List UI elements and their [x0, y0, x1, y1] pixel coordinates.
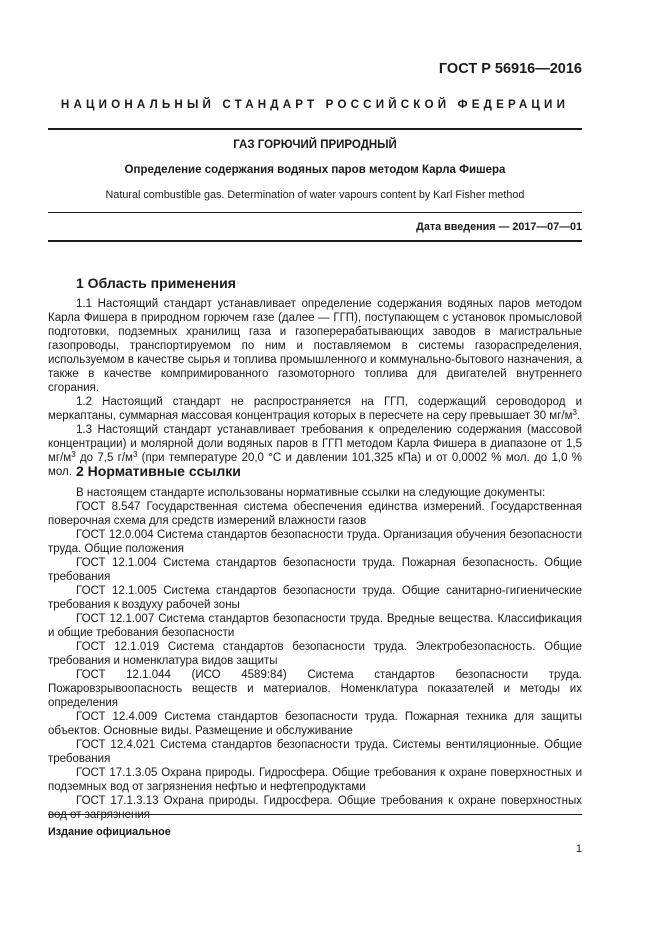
reference-item: ГОСТ 12.1.005 Система стандартов безопасности труда. Общие санитарно-гигиенические требования к воздуху рабочей зоны — [48, 585, 582, 611]
date-bottom-rule — [48, 240, 582, 242]
reference-item: ГОСТ 12.1.044 (ИСО 4589:84) Система стандартов безопасности труда. Пожаровзрывоопасность веществ и материалов. Номенклатура показателей и методы их определения — [48, 669, 582, 709]
reference-item: ГОСТ 12.1.004 Система стандартов безопасности труда. Пожарная безопасность. Общие требования — [48, 557, 582, 583]
clause-1-2-text: 1.2 Настоящий стандарт не распространяется на ГГП, содержащий сероводород и меркаптаны, суммарная массовая концентрация которых в пересчете на серу превышает 30 мг/м — [48, 396, 582, 422]
reference-item: ГОСТ 12.4.009 Система стандартов безопасности труда. Пожарная техника для защиты объектов. Основные виды. Размещение и обслуживание — [48, 711, 582, 737]
clause-1-1: 1.1 Настоящий стандарт устанавливает определение содержания водяных паров методом Карла Фишера в природном горючем газе (далее — ГГП), поступающем с установок промысловой подготовки, подземных хранилищ газа и газоперерабатывающих заводов в магистральные газопроводы, транспортируемом по ним и поставляемом в системы газораспределения, используемом в качестве сырья и топлива промышленного и коммунально-бытового назначения, а также в качестве компримированного газомоторного топлива для двигателей внутреннего сгорания. — [48, 298, 582, 394]
document-title: ГАЗ ГОРЮЧИЙ ПРИРОДНЫЙ — [233, 139, 397, 151]
reference-item: ГОСТ 12.0.004 Система стандартов безопасности труда. Организация обучения безопасности труда. Общие положения — [48, 529, 582, 555]
page-number: 1 — [575, 843, 582, 855]
footer-rule — [48, 814, 582, 815]
reference-item: ГОСТ 12.1.007 Система стандартов безопасности труда. Вредные вещества. Классификация и общие требования безопасности — [48, 613, 582, 639]
clause-1-3-part-b: до 7,5 г/м — [75, 452, 133, 464]
clause-1-3-part-c: (при температуре 20,0 °С и давлении 101,325 кПа) и от 0,0002 % мол. до 1,0 % мол. — [48, 452, 582, 478]
clause-1-3-part-a: 1.3 Настоящий стандарт устанавливает требования к определению содержания (массовой концентрации) и молярной доли водяных паров в ГГП методом Карла Фишера в диапазоне от 1,5 мг/м — [48, 424, 582, 464]
clause-1-3-superscript-2: 3 — [132, 450, 138, 459]
title-top-rule — [48, 128, 582, 130]
clause-1-2-superscript: 3 — [572, 408, 577, 417]
references-intro: В настоящем стандарте использованы нормативные ссылки на следующие документы: — [76, 487, 546, 499]
document-title-english: Natural combustible gas. Determination of water vapours content by Karl Fisher method — [105, 189, 525, 201]
clause-1-2 — [48, 395, 582, 423]
title-bottom-rule — [48, 212, 582, 213]
reference-item: ГОСТ 17.1.3.13 Охрана природы. Гидросфера. Общие требования к охране поверхностных вод от загрязнения — [48, 795, 582, 821]
date-of-introduction: Дата введения — 2017—07—01 — [416, 221, 582, 233]
gost-number: ГОСТ Р 56916—2016 — [438, 61, 582, 77]
reference-item: ГОСТ 12.1.019 Система стандартов безопасности труда. Электробезопасность. Общие требования и номенклатура видов защиты — [48, 641, 582, 667]
section-1-heading: 1 Область применения — [76, 275, 236, 291]
reference-item: ГОСТ 12.4.021 Система стандартов безопасности труда. Системы вентиляционные. Общие требования — [48, 739, 582, 765]
section-2-heading: 2 Нормативные ссылки — [76, 463, 241, 479]
section-1-body — [48, 297, 582, 479]
edition-note: Издание официальное — [48, 826, 171, 838]
national-standard-banner: НАЦИОНАЛЬНЫЙ СТАНДАРТ РОССИЙСКОЙ ФЕДЕРАЦИИ — [60, 98, 570, 111]
reference-item: ГОСТ 8.547 Государственная система обеспечения единства измерений. Государственная поверочная схема для средств измерений влажности газов — [48, 501, 582, 527]
clause-1-2-end: . — [576, 410, 581, 422]
section-2-body — [48, 486, 582, 822]
clause-1-3-superscript-1: 3 — [71, 450, 76, 459]
reference-item: ГОСТ 17.1.3.05 Охрана природы. Гидросфера. Общие требования к охране поверхностных и подземных вод от загрязнения нефтью и нефтепродуктами — [48, 767, 582, 793]
document-subtitle: Определение содержания водяных паров методом Карла Фишера — [124, 164, 506, 176]
